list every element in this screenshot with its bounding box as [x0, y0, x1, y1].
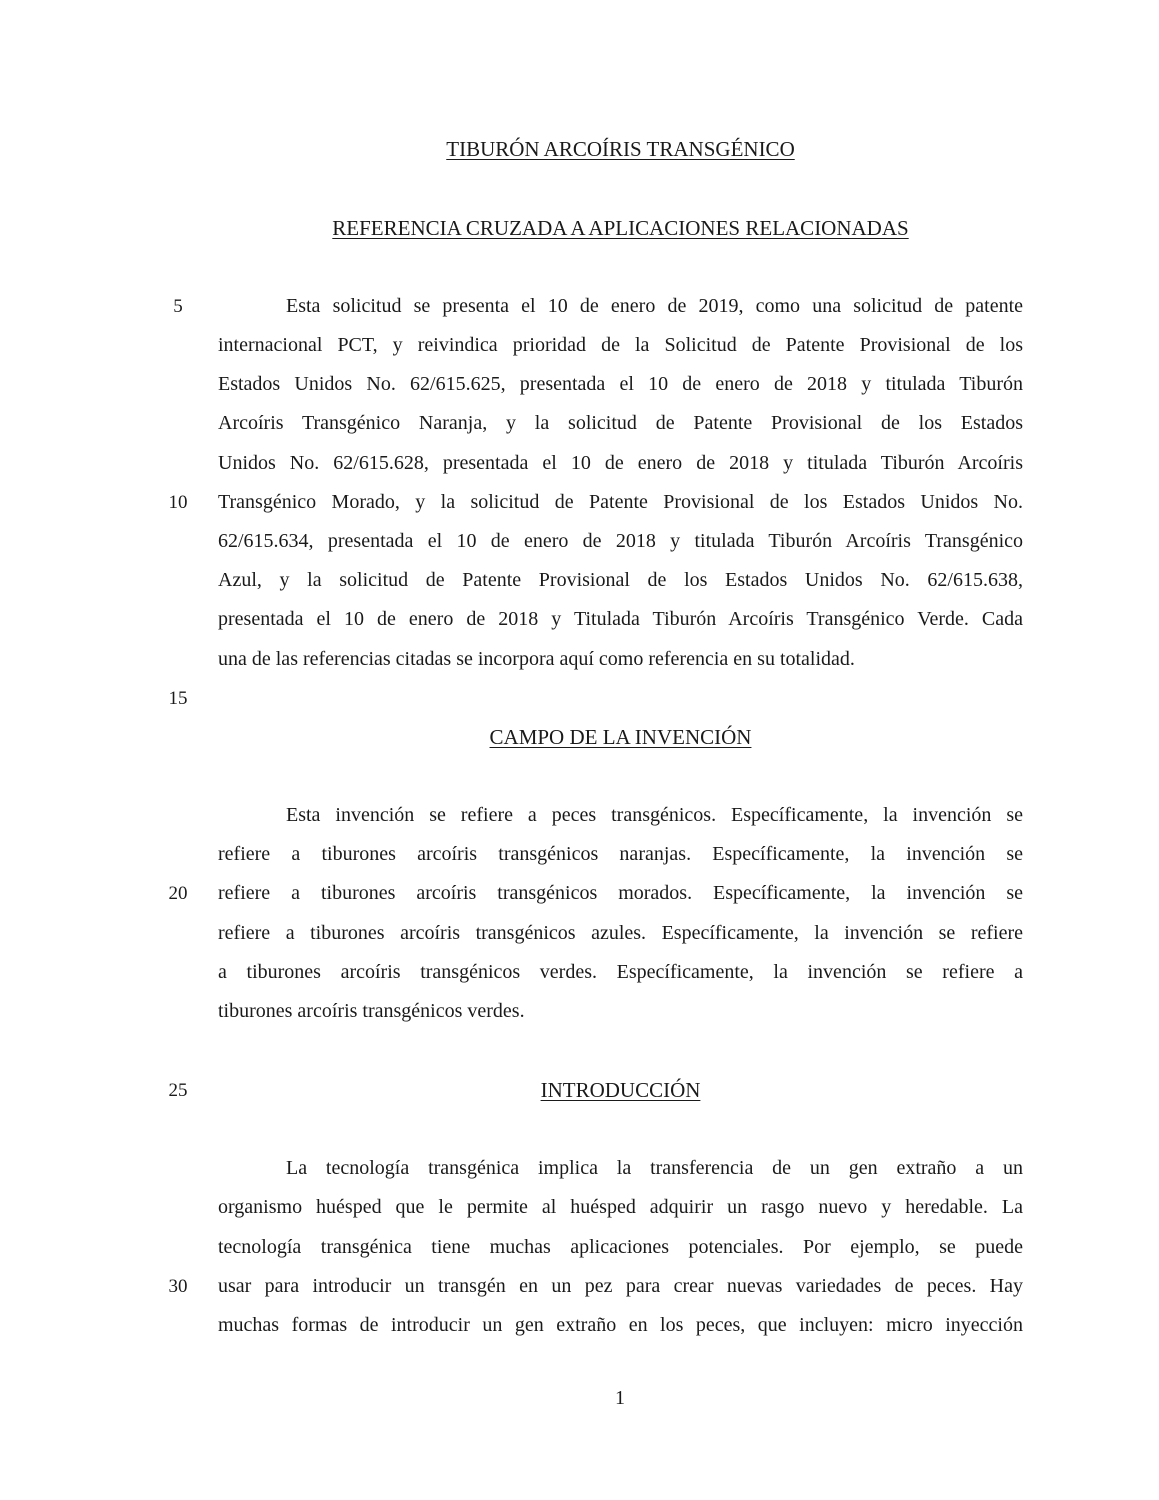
paragraph-line: Azul, y la solicitud de Patente Provisional de los Estados Unidos No. 62/615.638, [218, 569, 1023, 591]
paragraph-line: refiere a tiburones arcoíris transgénicos naranjas. Específicamente, la invención se [218, 843, 1023, 865]
paragraph-line: Esta solicitud se presenta el 10 de enero de 2019, como una solicitud de patente [286, 295, 1023, 317]
section-heading-cross-reference: REFERENCIA CRUZADA A APLICACIONES RELACIONADAS [332, 216, 909, 240]
page-number: 1 [615, 1387, 625, 1409]
paragraph-line: a tiburones arcoíris transgénicos verdes. Específicamente, la invención se refiere a [218, 961, 1023, 983]
paragraph-line: tecnología transgénica tiene muchas aplicaciones potenciales. Por ejemplo, se puede [218, 1236, 1023, 1258]
paragraph-line: refiere a tiburones arcoíris transgénicos morados. Específicamente, la invención se [218, 882, 1023, 904]
section-heading-introduction: INTRODUCCIÓN [540, 1078, 701, 1102]
paragraph-line: refiere a tiburones arcoíris transgénicos azules. Específicamente, la invención se refiere [218, 922, 1023, 944]
paragraph-line: La tecnología transgénica implica la transferencia de un gen extraño a un [286, 1157, 1023, 1179]
paragraph-line: internacional PCT, y reivindica prioridad de la Solicitud de Patente Provisional de los [218, 334, 1023, 356]
paragraph-line: una de las referencias citadas se incorpora aquí como referencia en su totalidad. [218, 648, 855, 670]
paragraph-line: presentada el 10 de enero de 2018 y Titulada Tiburón Arcoíris Transgénico Verde. Cada [218, 608, 1023, 630]
paragraph-line: organismo huésped que le permite al huésped adquirir un rasgo nuevo y heredable. La [218, 1196, 1023, 1218]
margin-line-number: 30 [168, 1276, 188, 1297]
paragraph-line: Transgénico Morado, y la solicitud de Patente Provisional de los Estados Unidos No. [218, 491, 1023, 513]
paragraph-line: muchas formas de introducir un gen extraño en los peces, que incluyen: micro inyección [218, 1314, 1023, 1336]
paragraph-line: 62/615.634, presentada el 10 de enero de 2018 y titulada Tiburón Arcoíris Transgénico [218, 530, 1023, 552]
margin-line-number: 20 [168, 883, 188, 904]
paragraph-line: usar para introducir un transgén en un pez para crear nuevas variedades de peces. Hay [218, 1275, 1023, 1297]
section-heading-field-of-invention: CAMPO DE LA INVENCIÓN [489, 725, 752, 749]
margin-line-number: 10 [168, 492, 188, 513]
margin-line-number: 25 [168, 1080, 188, 1101]
margin-line-number: 15 [168, 688, 188, 709]
margin-line-number: 5 [173, 296, 183, 317]
paragraph-line: Estados Unidos No. 62/615.625, presentada el 10 de enero de 2018 y titulada Tiburón [218, 373, 1023, 395]
paragraph-line: tiburones arcoíris transgénicos verdes. [218, 1000, 525, 1022]
document-title: TIBURÓN ARCOÍRIS TRANSGÉNICO [446, 137, 795, 161]
paragraph-line: Arcoíris Transgénico Naranja, y la solicitud de Patente Provisional de los Estados [218, 412, 1023, 434]
paragraph-line: Esta invención se refiere a peces transgénicos. Específicamente, la invención se [286, 804, 1023, 826]
paragraph-line: Unidos No. 62/615.628, presentada el 10 de enero de 2018 y titulada Tiburón Arcoíris [218, 452, 1023, 474]
